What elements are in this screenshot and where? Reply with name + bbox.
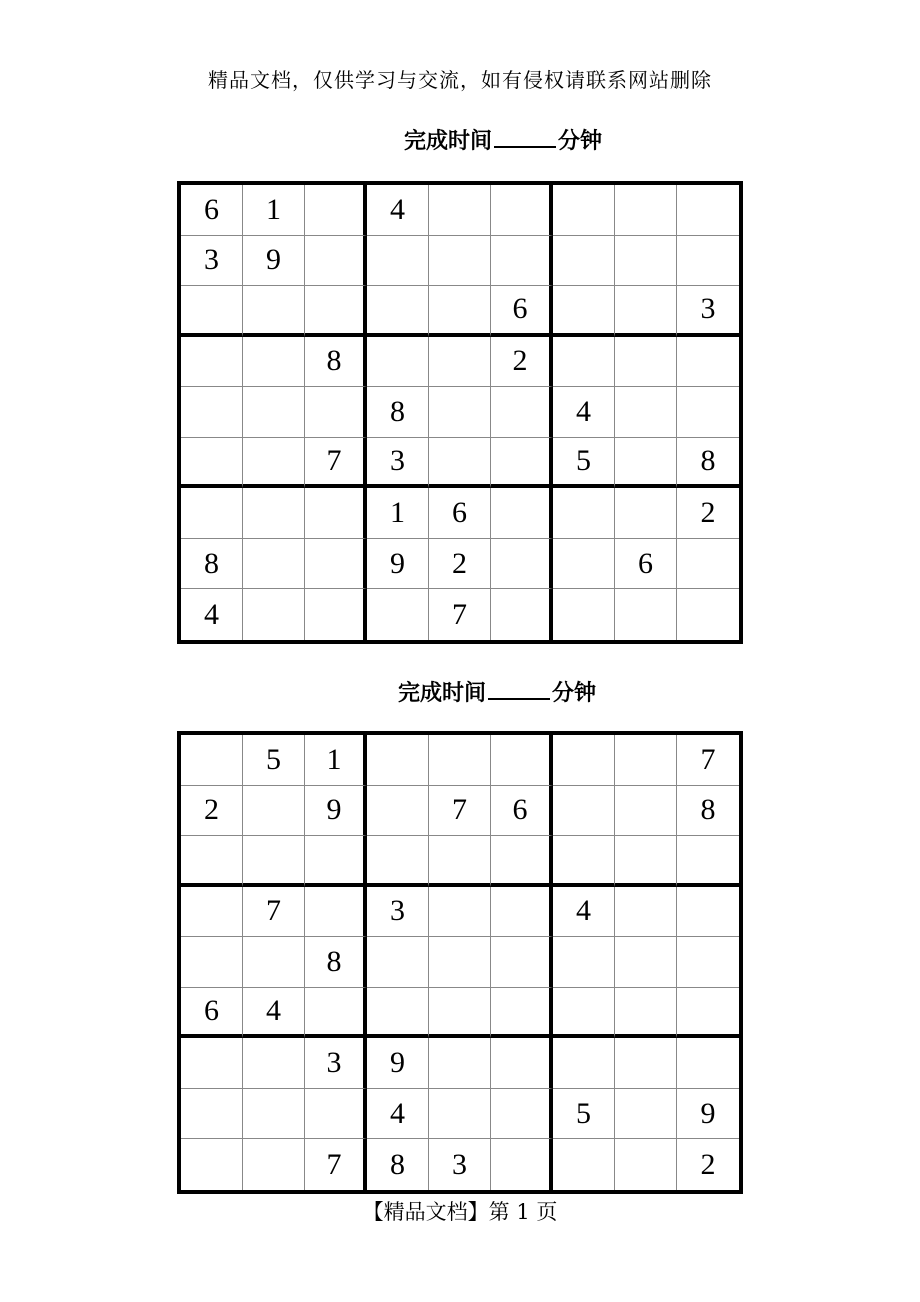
sudoku-cell[interactable] bbox=[429, 937, 491, 988]
sudoku-cell[interactable] bbox=[181, 286, 243, 337]
sudoku-cell[interactable] bbox=[305, 387, 367, 438]
sudoku-cell[interactable]: 8 bbox=[677, 786, 739, 837]
sudoku-cell[interactable]: 2 bbox=[429, 539, 491, 590]
sudoku-cell[interactable] bbox=[553, 988, 615, 1039]
sudoku-cell[interactable] bbox=[677, 887, 739, 938]
sudoku-cell[interactable] bbox=[491, 387, 553, 438]
sudoku-cell[interactable]: 4 bbox=[181, 589, 243, 640]
sudoku-cell[interactable] bbox=[181, 1089, 243, 1140]
sudoku-cell[interactable] bbox=[367, 735, 429, 786]
sudoku-cell[interactable] bbox=[429, 1089, 491, 1140]
sudoku-cell[interactable]: 5 bbox=[243, 735, 305, 786]
sudoku-cell[interactable]: 7 bbox=[305, 438, 367, 489]
sudoku-cell[interactable] bbox=[491, 236, 553, 287]
sudoku-cell[interactable] bbox=[305, 286, 367, 337]
sudoku-cell[interactable] bbox=[181, 1139, 243, 1190]
sudoku-cell[interactable] bbox=[367, 786, 429, 837]
sudoku-cell[interactable] bbox=[367, 988, 429, 1039]
sudoku-cell[interactable] bbox=[615, 836, 677, 887]
sudoku-cell[interactable]: 2 bbox=[700, 1147, 716, 1181]
sudoku-cell[interactable] bbox=[677, 836, 739, 887]
sudoku-cell[interactable] bbox=[677, 236, 739, 287]
sudoku-cell[interactable] bbox=[243, 786, 305, 837]
sudoku-cell[interactable] bbox=[243, 1089, 305, 1140]
sudoku-grid-2 bbox=[177, 731, 743, 1194]
sudoku-cell[interactable] bbox=[615, 387, 677, 438]
sudoku-cell[interactable] bbox=[305, 589, 367, 640]
sudoku-cell[interactable] bbox=[615, 735, 677, 786]
sudoku-cell[interactable] bbox=[553, 488, 615, 539]
sudoku-cell[interactable]: 3 bbox=[367, 438, 429, 489]
sudoku-cell[interactable] bbox=[367, 836, 429, 887]
sudoku-cell[interactable] bbox=[243, 1139, 305, 1190]
sudoku-cell[interactable] bbox=[615, 337, 677, 388]
sudoku-cell[interactable]: 1 bbox=[305, 735, 367, 786]
sudoku-cell[interactable]: 5 bbox=[553, 1089, 615, 1140]
sudoku-cell[interactable]: 9 bbox=[677, 1089, 739, 1140]
sudoku-cell[interactable] bbox=[615, 937, 677, 988]
sudoku-cell[interactable]: 4 bbox=[553, 887, 615, 938]
sudoku-cell[interactable] bbox=[181, 337, 243, 388]
sudoku-cell[interactable]: 6 bbox=[429, 488, 491, 539]
sudoku-cell[interactable] bbox=[491, 836, 553, 887]
sudoku-cell[interactable] bbox=[367, 236, 429, 287]
sudoku-cell[interactable] bbox=[615, 1038, 677, 1089]
page-footer: 【精品文档】第 1 页 bbox=[362, 1200, 558, 1224]
sudoku-cell[interactable] bbox=[553, 786, 615, 837]
sudoku-cell[interactable] bbox=[553, 286, 615, 337]
sudoku-cell[interactable]: 8 bbox=[367, 1139, 429, 1190]
sudoku-cell[interactable] bbox=[243, 539, 305, 590]
sudoku-cell[interactable] bbox=[491, 887, 553, 938]
sudoku-cell[interactable] bbox=[429, 387, 491, 438]
sudoku-cell[interactable]: 9 bbox=[367, 1038, 429, 1089]
sudoku-cell[interactable]: 2 bbox=[181, 786, 243, 837]
sudoku-cell[interactable]: 9 bbox=[305, 786, 367, 837]
sudoku-cell[interactable] bbox=[243, 286, 305, 337]
sudoku-cell[interactable] bbox=[677, 387, 739, 438]
sudoku-cell[interactable] bbox=[615, 786, 677, 837]
sudoku-cell[interactable]: 9 bbox=[367, 539, 429, 590]
sudoku-cell[interactable] bbox=[305, 988, 367, 1039]
sudoku-cell[interactable]: 3 bbox=[367, 887, 429, 938]
sudoku-cell[interactable]: 6 bbox=[491, 286, 553, 337]
sudoku-cell[interactable] bbox=[553, 735, 615, 786]
sudoku-cell[interactable] bbox=[181, 735, 243, 786]
sudoku-cell[interactable]: 6 bbox=[181, 988, 243, 1039]
sudoku-cell[interactable] bbox=[243, 589, 305, 640]
sudoku-cell[interactable] bbox=[367, 286, 429, 337]
sudoku-cell[interactable] bbox=[367, 337, 429, 388]
sudoku-cell[interactable] bbox=[429, 438, 491, 489]
sudoku-cell[interactable] bbox=[677, 988, 739, 1039]
sudoku-cell[interactable] bbox=[181, 438, 243, 489]
sudoku-cell[interactable] bbox=[677, 185, 739, 236]
sudoku-cell[interactable] bbox=[181, 488, 243, 539]
sudoku-cell[interactable] bbox=[491, 1038, 553, 1089]
sudoku-cell[interactable] bbox=[491, 438, 553, 489]
sudoku-cell[interactable] bbox=[243, 337, 305, 388]
sudoku-cell[interactable] bbox=[305, 185, 367, 236]
sudoku-cell[interactable] bbox=[553, 185, 615, 236]
sudoku-cell[interactable] bbox=[429, 1038, 491, 1089]
sudoku-cell[interactable] bbox=[677, 539, 739, 590]
sudoku-cell[interactable]: 6 bbox=[181, 185, 243, 236]
time-blank-field[interactable] bbox=[494, 128, 556, 148]
sudoku-cell[interactable] bbox=[615, 438, 677, 489]
sudoku-cell[interactable] bbox=[615, 185, 677, 236]
sudoku-cell[interactable] bbox=[553, 236, 615, 287]
sudoku-cell[interactable] bbox=[615, 589, 677, 640]
sudoku-cell[interactable] bbox=[491, 185, 553, 236]
sudoku-cell[interactable]: 6 bbox=[491, 786, 553, 837]
sudoku-cell[interactable] bbox=[615, 286, 677, 337]
sudoku-cell[interactable]: 7 bbox=[677, 735, 739, 786]
sudoku-cell[interactable]: 7 bbox=[305, 1139, 367, 1190]
sudoku-cell[interactable] bbox=[305, 539, 367, 590]
sudoku-cell[interactable]: 7 bbox=[429, 786, 491, 837]
sudoku-cell[interactable] bbox=[181, 836, 243, 887]
sudoku-cell[interactable] bbox=[491, 1089, 553, 1140]
sudoku-cell[interactable]: 5 bbox=[553, 438, 615, 489]
sudoku-cell[interactable]: 8 bbox=[305, 937, 367, 988]
sudoku-cell[interactable] bbox=[243, 836, 305, 887]
sudoku-cell[interactable] bbox=[615, 988, 677, 1039]
sudoku-cell[interactable]: 2 bbox=[491, 337, 553, 388]
sudoku-grid-1 bbox=[177, 181, 743, 644]
sudoku-cell[interactable]: 3 bbox=[677, 286, 739, 337]
sudoku-cell[interactable]: 9 bbox=[243, 236, 305, 287]
sudoku-cell[interactable] bbox=[677, 337, 739, 388]
sudoku-cell[interactable] bbox=[429, 185, 491, 236]
time-blank-field[interactable] bbox=[488, 680, 550, 700]
sudoku-cell[interactable] bbox=[677, 1038, 739, 1089]
sudoku-cell[interactable] bbox=[429, 836, 491, 887]
sudoku-cell[interactable]: 8 bbox=[367, 387, 429, 438]
sudoku-cell[interactable] bbox=[243, 937, 305, 988]
sudoku-cell[interactable] bbox=[429, 887, 491, 938]
sudoku-cell[interactable]: 4 bbox=[367, 1089, 429, 1140]
sudoku-cell[interactable] bbox=[181, 1038, 243, 1089]
sudoku-cell[interactable] bbox=[553, 937, 615, 988]
sudoku-cell[interactable] bbox=[305, 236, 367, 287]
sudoku-cell[interactable] bbox=[491, 988, 553, 1039]
sudoku-cell[interactable]: 1 bbox=[367, 488, 429, 539]
sudoku-cell[interactable] bbox=[429, 735, 491, 786]
sudoku-cell[interactable] bbox=[429, 286, 491, 337]
sudoku-cell[interactable] bbox=[429, 988, 491, 1039]
sudoku-cell[interactable] bbox=[491, 589, 553, 640]
sudoku-cell[interactable] bbox=[615, 1089, 677, 1140]
sudoku-cell[interactable] bbox=[181, 937, 243, 988]
sudoku-cell[interactable] bbox=[305, 1089, 367, 1140]
sudoku-cell[interactable]: 3 bbox=[181, 236, 243, 287]
sudoku-cell[interactable] bbox=[181, 387, 243, 438]
sudoku-cell[interactable]: 8 bbox=[677, 438, 739, 489]
sudoku-cell[interactable]: 7 bbox=[243, 887, 305, 938]
sudoku-cell[interactable] bbox=[553, 1139, 615, 1190]
sudoku-cell[interactable] bbox=[181, 887, 243, 938]
completion-time-label-1 bbox=[404, 124, 602, 155]
sudoku-cell[interactable] bbox=[243, 438, 305, 489]
sudoku-cell[interactable]: 1 bbox=[243, 185, 305, 236]
sudoku-cell[interactable] bbox=[429, 236, 491, 287]
sudoku-cell[interactable] bbox=[615, 1139, 677, 1190]
sudoku-cell[interactable] bbox=[491, 937, 553, 988]
sudoku-cell[interactable] bbox=[367, 937, 429, 988]
sudoku-cell[interactable] bbox=[243, 387, 305, 438]
sudoku-cell[interactable] bbox=[491, 735, 553, 786]
sudoku-cell[interactable] bbox=[491, 539, 553, 590]
sudoku-cell[interactable] bbox=[305, 887, 367, 938]
sudoku-cell[interactable] bbox=[243, 1038, 305, 1089]
time-suffix: 分钟 bbox=[552, 680, 597, 706]
sudoku-cell[interactable] bbox=[429, 337, 491, 388]
sudoku-cell[interactable]: 4 bbox=[243, 988, 305, 1039]
sudoku-cell[interactable] bbox=[553, 337, 615, 388]
sudoku-cell[interactable]: 3 bbox=[429, 1139, 491, 1190]
sudoku-cell[interactable] bbox=[615, 236, 677, 287]
sudoku-cell[interactable]: 8 bbox=[305, 337, 367, 388]
sudoku-cell[interactable]: 6 bbox=[615, 539, 677, 590]
sudoku-cell[interactable] bbox=[553, 539, 615, 590]
time-suffix: 分钟 bbox=[558, 128, 603, 154]
sudoku-cell[interactable] bbox=[491, 1139, 553, 1190]
sudoku-cell[interactable]: 4 bbox=[553, 387, 615, 438]
completion-time-label-2 bbox=[398, 676, 596, 707]
header-note: 精品文档，仅供学习与交流，如有侵权请联系网站删除 bbox=[208, 68, 712, 92]
sudoku-cell[interactable] bbox=[367, 589, 429, 640]
sudoku-cell[interactable] bbox=[553, 1038, 615, 1089]
sudoku-cell[interactable]: 4 bbox=[367, 185, 429, 236]
sudoku-cell[interactable] bbox=[305, 488, 367, 539]
sudoku-cell[interactable] bbox=[553, 589, 615, 640]
sudoku-cell[interactable] bbox=[615, 488, 677, 539]
sudoku-cell[interactable] bbox=[305, 836, 367, 887]
sudoku-cell[interactable]: 2 bbox=[677, 488, 739, 539]
sudoku-cell[interactable] bbox=[553, 836, 615, 887]
sudoku-cell[interactable] bbox=[677, 589, 739, 640]
sudoku-cell[interactable] bbox=[677, 937, 739, 988]
sudoku-cell[interactable]: 8 bbox=[181, 539, 243, 590]
sudoku-cell[interactable]: 7 bbox=[429, 589, 491, 640]
time-prefix: 完成时间 bbox=[404, 128, 493, 154]
sudoku-cell[interactable] bbox=[243, 488, 305, 539]
sudoku-cell[interactable] bbox=[491, 488, 553, 539]
sudoku-cell[interactable] bbox=[615, 887, 677, 938]
time-prefix: 完成时间 bbox=[398, 680, 487, 706]
sudoku-cell[interactable]: 3 bbox=[305, 1038, 367, 1089]
